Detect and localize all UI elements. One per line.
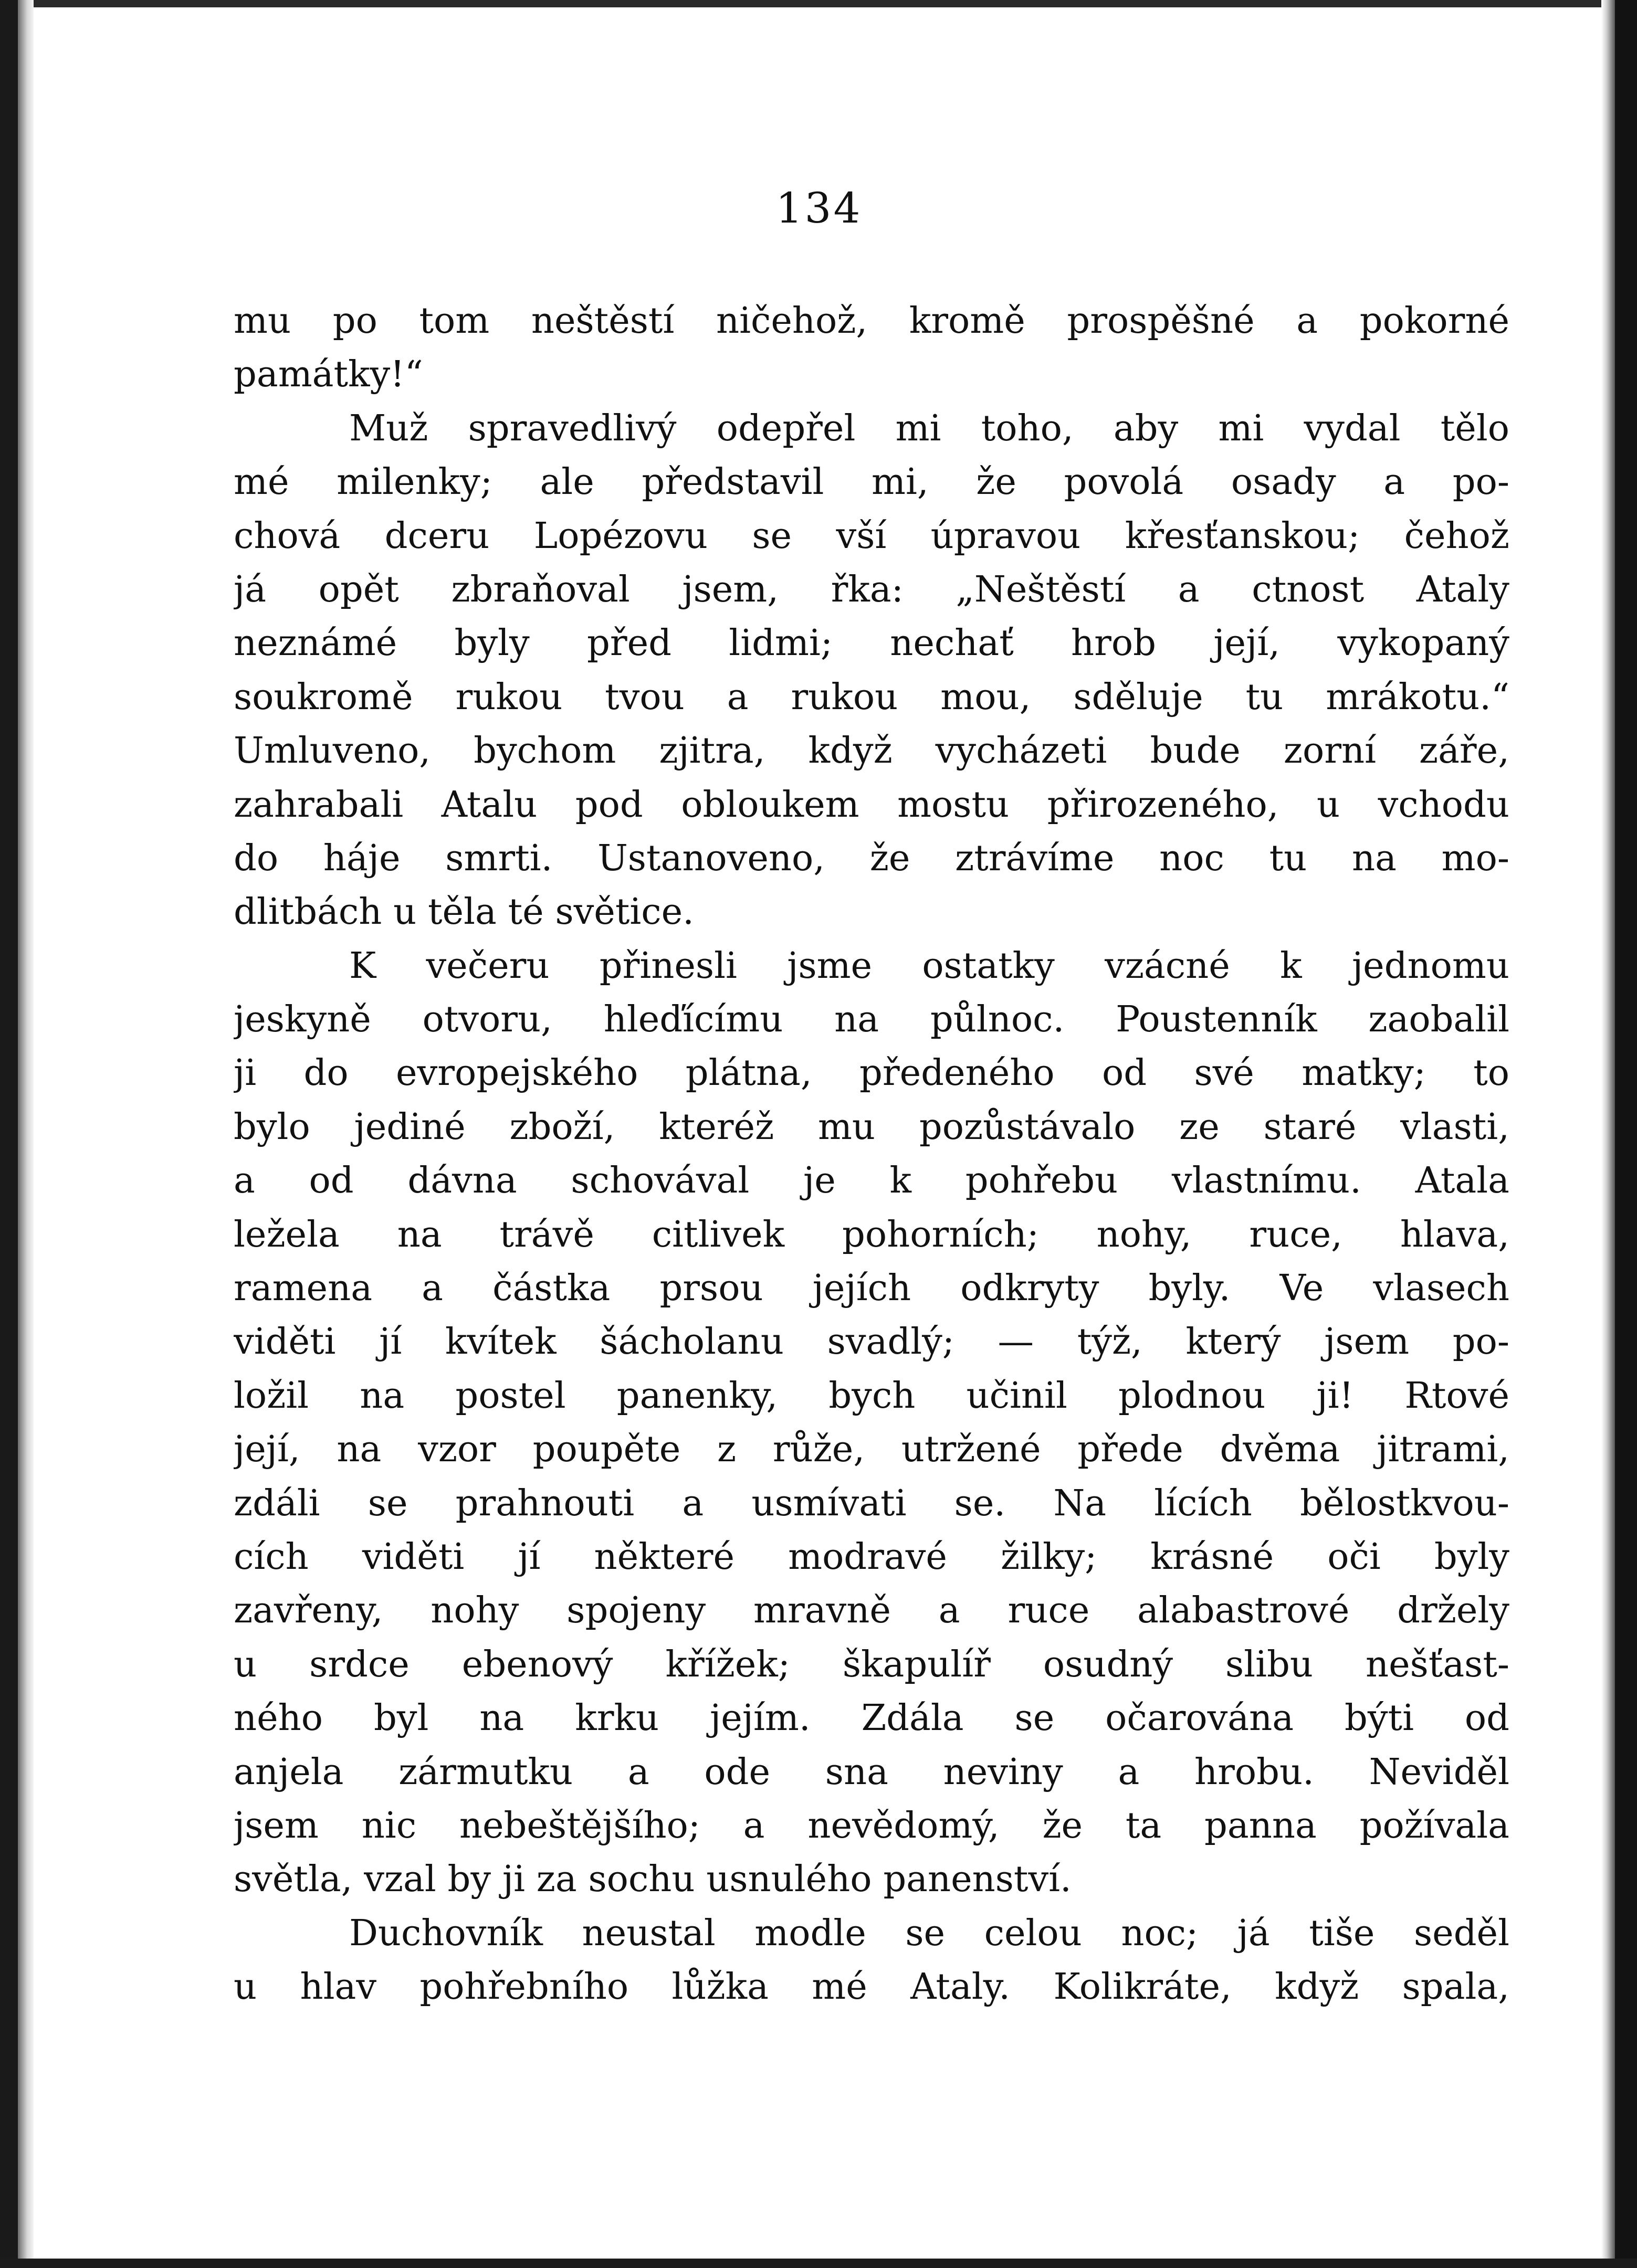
scan-border-left [0, 0, 18, 2268]
scan-border-right [1615, 0, 1637, 2268]
text-line: viděti jí kvítek šácholanu svadlý; — týž, který jsem po- [234, 1321, 1509, 1363]
text-line: cích viděti jí některé modravé žilky; krásné oči byly [234, 1535, 1509, 1578]
text-line: světla, vzal by ji za sochu usnulého panenství. [234, 1858, 1072, 1901]
text-line: zdáli se prahnouti a usmívati se. Na lících bělostkvou- [234, 1482, 1509, 1524]
text-line: zahrabali Atalu pod obloukem mostu přirozeného, u vchodu [234, 783, 1509, 826]
text-line: soukromě rukou tvou a rukou mou, sděluje tu mrákotu.“ [234, 676, 1509, 718]
text-line: ležela na trávě citlivek pohorních; nohy, ruce, hlava, [234, 1213, 1509, 1256]
text-line: bylo jediné zboží, kteréž mu pozůstávalo ze staré vlasti, [234, 1105, 1509, 1148]
scan-border-bottom [0, 2259, 1637, 2268]
page-number: 134 [775, 184, 863, 233]
text-line: ného byl na krku jejím. Zdála se očarována býti od [234, 1697, 1509, 1739]
text-line: ji do evropejského plátna, předeného od své matky; to [234, 1052, 1509, 1094]
text-line: její, na vzor poupěte z růže, utržené přede dvěma jitrami, [234, 1428, 1509, 1471]
text-line: já opět zbraňoval jsem, řka: „Neštěstí a ctnost Ataly [234, 568, 1509, 610]
text-line: chová dceru Lopézovu se vší úpravou křesťanskou; čehož [234, 514, 1509, 557]
text-line: mé milenky; ale představil mi, že povolá osady a po- [234, 461, 1509, 503]
text-line: ložil na postel panenky, bych učinil plodnou ji! Rtové [234, 1374, 1509, 1417]
text-line: K večeru přinesli jsme ostatky vzácné k jednomu [349, 944, 1509, 987]
text-line: mu po tom neštěstí ničehož, kromě prospěšné a pokorné [234, 300, 1509, 342]
page-shadow-left [18, 0, 34, 2268]
text-line: zavřeny, nohy spojeny mravně a ruce alabastrové držely [234, 1589, 1509, 1632]
body-text [234, 294, 1509, 2014]
page-shadow-right [1601, 0, 1615, 2268]
text-line: jsem nic nebeštějšího; a nevědomý, že ta panna požívala [234, 1804, 1509, 1847]
text-line: u srdce ebenový křížek; škapulíř osudný slibu nešťast- [234, 1643, 1509, 1685]
text-line: dlitbách u těla té světice. [234, 891, 694, 933]
text-line: Muž spravedlivý odepřel mi toho, aby mi vydal tělo [349, 407, 1509, 449]
scan-border-top [0, 0, 1637, 7]
text-line: anjela zármutku a ode sna neviny a hrobu. Neviděl [234, 1750, 1509, 1793]
text-line: Umluveno, bychom zjitra, když vycházeti bude zorní záře, [234, 730, 1509, 772]
text-line: u hlav pohřebního lůžka mé Ataly. Kolikráte, když spala, [234, 1966, 1509, 2008]
text-line: Duchovník neustal modle se celou noc; já tiše seděl [349, 1912, 1509, 1954]
text-line: jeskyně otvoru, hleďícímu na půlnoc. Poustenník zaobalil [234, 998, 1509, 1041]
text-line: do háje smrti. Ustanoveno, že ztrávíme noc tu na mo- [234, 837, 1509, 879]
text-line: a od dávna schovával je k pohřebu vlastnímu. Atala [234, 1159, 1509, 1202]
text-line: neznámé byly před lidmi; nechať hrob její, vykopaný [234, 622, 1509, 664]
text-line: ramena a částka prsou jejích odkryty byly. Ve vlasech [234, 1267, 1509, 1310]
text-line: památky!“ [234, 353, 423, 396]
